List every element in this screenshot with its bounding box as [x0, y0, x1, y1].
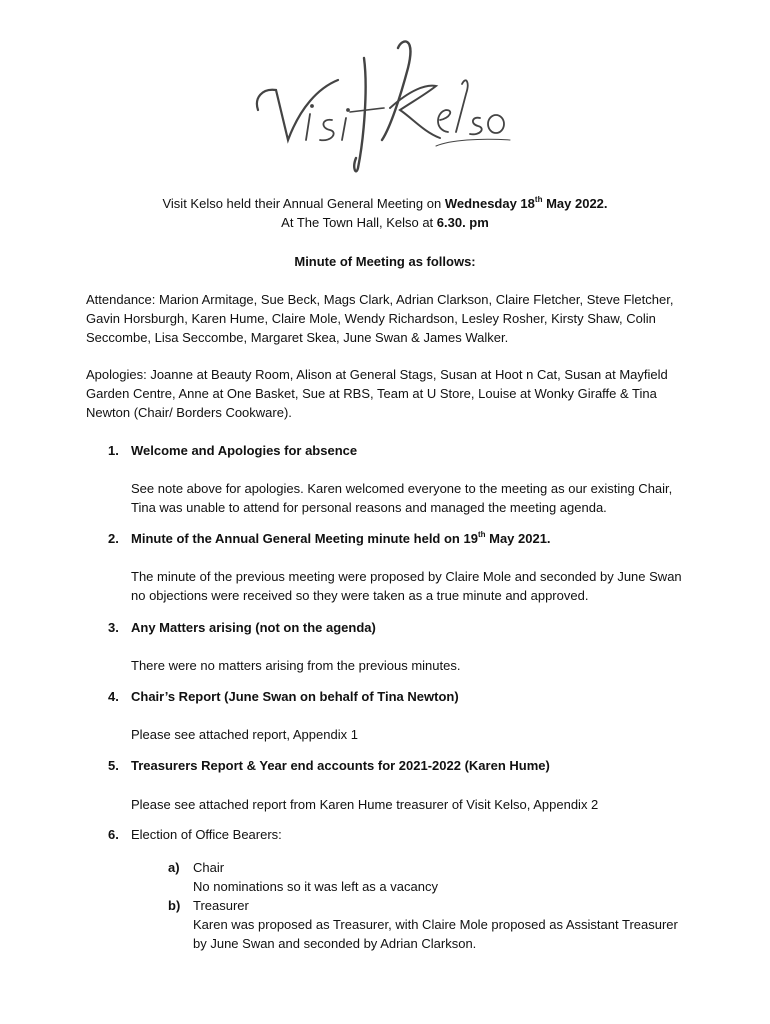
agenda-item-3-body: There were no matters arising from the previous minutes. — [131, 658, 461, 673]
agenda-item-5-body: Please see attached report from Karen Hume treasurer of Visit Kelso, Appendix 2 — [131, 797, 599, 812]
attendance-paragraph: Attendance: Marion Armitage, Sue Beck, Mags Clark, Adrian Clarkson, Claire Fletcher, Steve Fletcher, Gavin Horsburgh, Karen Hume, Claire Mole, Wendy Richardson, Lesley Rosher, Kirsty Shaw, Colin Seccombe, Lisa Seccombe, Margaret Skea, June Swan & James Walker. — [86, 292, 674, 345]
office-bearer-chair: a) Chair No nominations so it was left as a vacancy — [168, 860, 438, 894]
agenda-item-2-body: The minute of the previous meeting were proposed by Claire Mole and seconded by June Swan no objections were received so they were taken as a true minute and approved. — [131, 569, 682, 603]
agenda-item-4-title: 4. Chair’s Report (June Swan on behalf of Tina Newton) — [108, 689, 459, 704]
agenda-item-6-title: 6. Election of Office Bearers: — [108, 827, 282, 842]
office-bearer-treasurer: b) Treasurer Karen was proposed as Treasurer, with Claire Mole proposed as Assistant Treasurer by June Swan and seconded by Adrian Clarkson. — [168, 898, 678, 951]
meeting-intro-line1: Visit Kelso held their Annual General Meeting on Wednesday 18th May 2022. — [162, 195, 608, 211]
agenda-item-2-title: 2. Minute of the Annual General Meeting minute held on 19th May 2021. — [108, 530, 551, 546]
visit-kelso-logo — [240, 28, 520, 178]
agenda-item-4-body: Please see attached report, Appendix 1 — [131, 727, 358, 742]
minute-heading: Minute of Meeting as follows: — [294, 254, 476, 269]
apologies-paragraph: Apologies: Joanne at Beauty Room, Alison at General Stags, Susan at Hoot n Cat, Susan at Mayfield Garden Centre, Anne at One Basket, Sue at RBS, Team at U Store, Louise at Wonky Giraffe & Tina Newton (Chair/ Borders Cookware). — [86, 367, 668, 420]
agenda-item-3-title: 3. Any Matters arising (not on the agenda) — [108, 620, 376, 635]
agenda-item-1-body: See note above for apologies. Karen welcomed everyone to the meeting as our existing Chair, Tina was unable to attend for personal reasons and managed the meeting agenda. — [131, 481, 673, 515]
meeting-intro-line2: At The Town Hall, Kelso at 6.30. pm — [281, 215, 489, 230]
agenda-item-1-title: 1. Welcome and Apologies for absence — [108, 443, 358, 458]
agenda-item-5-title: 5. Treasurers Report & Year end accounts for 2021-2022 (Karen Hume) — [108, 758, 550, 773]
